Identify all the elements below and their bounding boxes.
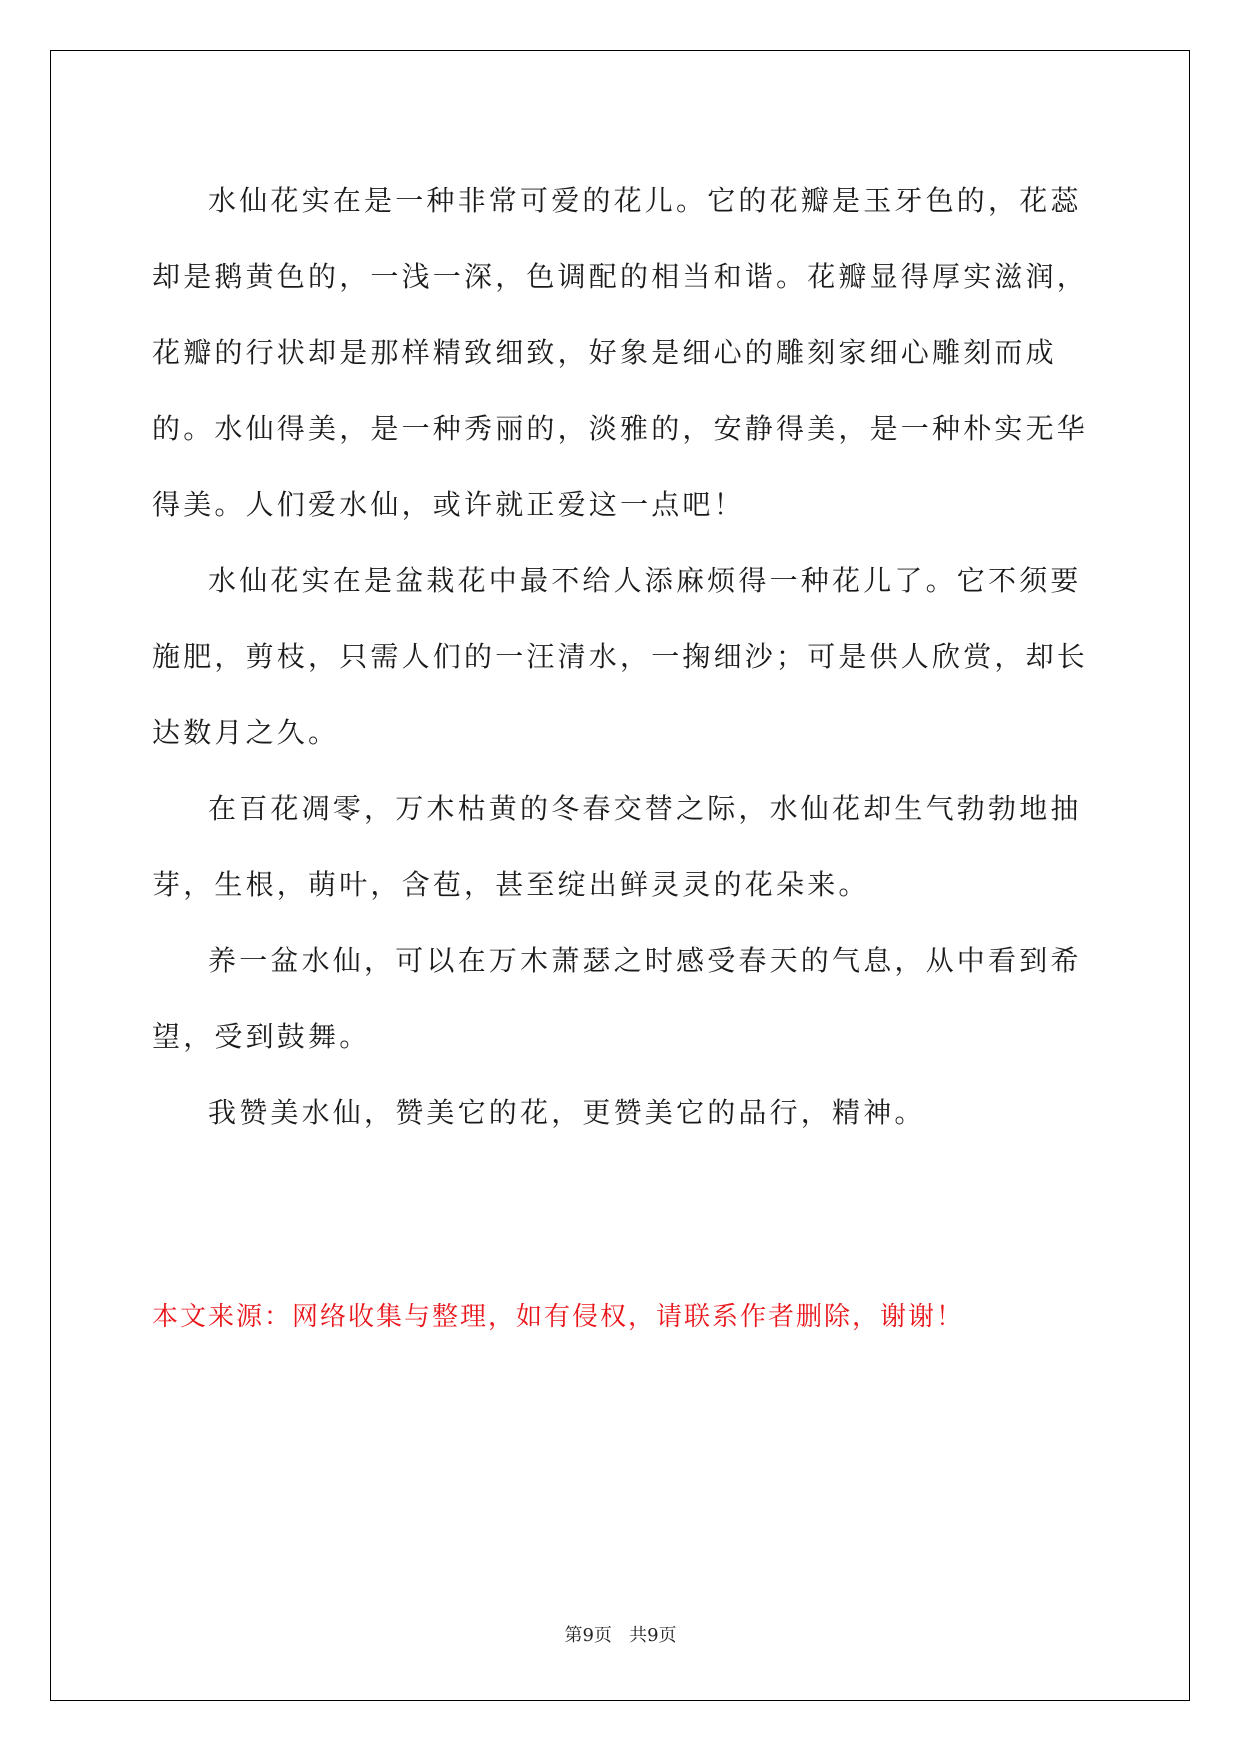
paragraph-1: 水仙花实在是一种非常可爱的花儿。它的花瓣是玉牙色的，花蕊却是鹅黄色的，一浅一深，色调配的相当和谐。花瓣显得厚实滋润，花瓣的行状却是那样精致细致，好象是细心的雕刻家细心雕刻而成的。水仙得美，是一种秀丽的，淡雅的，安静得美，是一种朴实无华得美。人们爱水仙，或许就正爱这一点吧！ bbox=[152, 184, 1089, 521]
paragraph-2: 水仙花实在是盆栽花中最不给人添麻烦得一种花儿了。它不须要施肥，剪枝，只需人们的一汪清水，一掬细沙；可是供人欣赏，却长达数月之久。 bbox=[152, 564, 1089, 749]
paragraph-5: 我赞美水仙，赞美它的花，更赞美它的品行，精神。 bbox=[208, 1096, 926, 1129]
paragraph-4: 养一盆水仙，可以在万木萧瑟之时感受春天的气息，从中看到希望，受到鼓舞。 bbox=[152, 944, 1082, 1053]
document-body bbox=[152, 163, 1092, 1151]
paragraph-3: 在百花凋零，万木枯黄的冬春交替之际，水仙花却生气勃勃地抽芽，生根，萌叶，含苞，甚至绽出鲜灵灵的花朵来。 bbox=[152, 792, 1082, 901]
source-disclaimer: 本文来源：网络收集与整理，如有侵权，请联系作者删除，谢谢！ bbox=[152, 1302, 965, 1332]
page-number-footer: 第9页 共9页 bbox=[564, 1625, 677, 1646]
